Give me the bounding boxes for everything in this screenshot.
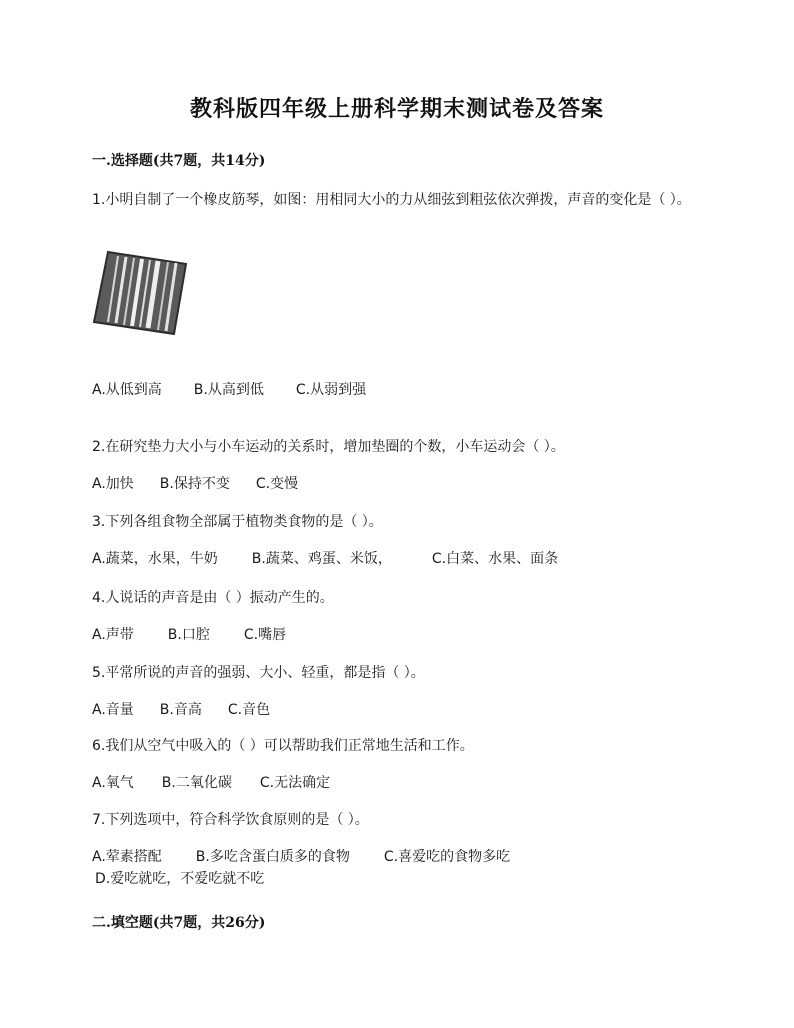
option-b[interactable]: B.多吃含蛋白质多的食物 bbox=[195, 849, 350, 865]
option-a[interactable]: A.音量 bbox=[92, 702, 134, 718]
rubber-band-zither-figure bbox=[88, 248, 198, 338]
question-1-options bbox=[92, 380, 712, 400]
question-4-stem: 4.人说话的声音是由（ ）振动产生的。 bbox=[92, 590, 334, 606]
option-a[interactable]: A.荤素搭配 bbox=[92, 849, 162, 865]
question-3-options bbox=[92, 549, 712, 569]
option-c[interactable]: C.白菜、水果、面条 bbox=[431, 551, 559, 567]
option-d[interactable]: D.爱吃就吃，不爱吃就不吃 bbox=[95, 871, 265, 887]
option-c[interactable]: C.从弱到强 bbox=[295, 382, 367, 398]
question-2-options bbox=[92, 474, 712, 494]
option-c[interactable]: C.喜爱吃的食物多吃 bbox=[383, 849, 511, 865]
option-b[interactable]: B.蔬菜、鸡蛋、米饭， bbox=[251, 551, 392, 567]
question-4-options bbox=[92, 625, 712, 645]
option-c[interactable]: C.嘴唇 bbox=[243, 627, 287, 643]
option-a[interactable]: A.蔬菜，水果，牛奶 bbox=[92, 551, 218, 567]
question-1-stem: 1.小明自制了一个橡皮筋琴，如图：用相同大小的力从细弦到粗弦依次弹拨，声音的变化是（ ）。 bbox=[92, 192, 691, 208]
question-5-stem: 5.平常所说的声音的强弱、大小、轻重，都是指（ ）。 bbox=[92, 665, 425, 681]
question-5-options bbox=[92, 700, 712, 720]
section-heading-fill-in-blank: 二.填空题(共7题，共26分) bbox=[92, 915, 266, 931]
option-b[interactable]: B.二氧化碳 bbox=[161, 775, 232, 791]
option-c[interactable]: C.无法确定 bbox=[259, 775, 331, 791]
question-7-options-row-2 bbox=[95, 869, 715, 889]
page-title: 教科版四年级上册科学期末测试卷及答案 bbox=[189, 96, 604, 122]
question-7-options-row-1 bbox=[92, 847, 712, 867]
question-6-stem: 6.我们从空气中吸入的（ ）可以帮助我们正常地生活和工作。 bbox=[92, 738, 474, 754]
section-heading-multiple-choice: 一.选择题(共7题，共14分) bbox=[92, 153, 266, 169]
option-a[interactable]: A.声带 bbox=[92, 627, 134, 643]
option-c[interactable]: C.音色 bbox=[227, 702, 271, 718]
option-a[interactable]: A.从低到高 bbox=[92, 382, 162, 398]
option-b[interactable]: B.音高 bbox=[159, 702, 202, 718]
question-2-stem: 2.在研究垫力大小与小车运动的关系时，增加垫圈的个数，小车运动会（ ）。 bbox=[92, 439, 565, 455]
option-b[interactable]: B.从高到低 bbox=[193, 382, 264, 398]
option-b[interactable]: B.口腔 bbox=[167, 627, 210, 643]
question-3-stem: 3.下列各组食物全部属于植物类食物的是（ ）。 bbox=[92, 514, 383, 530]
option-b[interactable]: B.保持不变 bbox=[159, 476, 230, 492]
option-a[interactable]: A.氧气 bbox=[92, 775, 134, 791]
option-c[interactable]: C.变慢 bbox=[255, 476, 299, 492]
question-6-options bbox=[92, 773, 712, 793]
option-a[interactable]: A.加快 bbox=[92, 476, 134, 492]
question-7-stem: 7.下列选项中，符合科学饮食原则的是（ ）。 bbox=[92, 812, 369, 828]
